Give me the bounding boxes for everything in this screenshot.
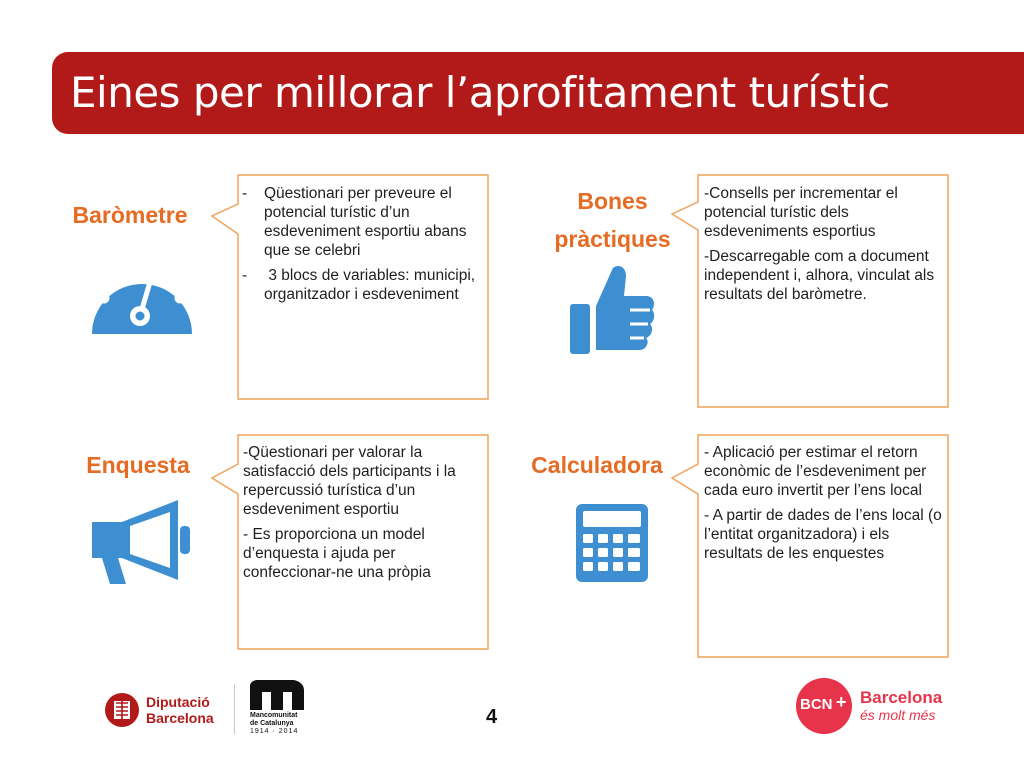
logo-text: 1914 · 2014 (250, 728, 299, 735)
paragraph: -Qüestionari per valorar la satisfacció dels participants i la repercussió turística d’un esdeveniment esportiu (243, 444, 456, 518)
paragraph: -Consells per incrementar el potencial turístic dels esdeveniments esportius (704, 185, 898, 240)
mancomunitat-logo (248, 680, 318, 736)
megaphone-icon (82, 496, 194, 588)
tool-label-calculadora: Calculadora (531, 452, 663, 478)
callout-text-calculadora (704, 443, 942, 569)
paragraph: -Descarregable com a document independent i, alhora, vinculat als resultats del baròmetre. (704, 248, 935, 303)
tool-label-enquesta: Enquesta (86, 452, 190, 478)
logo-text: és molt més (860, 707, 936, 723)
logo-text: Barcelona (860, 688, 943, 707)
logo-text: Barcelona (146, 710, 214, 726)
mancomunitat-m-icon (250, 680, 304, 710)
calculator-icon (574, 502, 650, 584)
footer-divider (234, 684, 235, 734)
title-bar (52, 52, 1024, 134)
callout-text-enquesta (243, 443, 483, 588)
logo-text: Mancomunitat (250, 712, 298, 719)
callout-text-barometre (240, 184, 486, 310)
tool-label-barometre: Baròmetre (72, 202, 188, 228)
thumbs-up-icon (566, 262, 656, 358)
tool-label-bones-practiques: Bones pràctiques (554, 188, 671, 252)
page-title: Eines per millorar l’aprofitament turístic (70, 68, 890, 117)
bcn-badge (796, 678, 852, 734)
logo-text: BCN (800, 696, 833, 713)
paragraph: - A partir de dades de l’ens local (o l’entitat organitzadora) i els resultats de les enquestes (704, 507, 942, 562)
page-number: 4 (486, 706, 498, 728)
bcn-logo (796, 678, 966, 734)
list-item: - 3 blocs de variables: municipi, organitzador i esdeveniment (240, 266, 486, 304)
plus-icon: + (836, 692, 847, 712)
paragraph: - Es proporciona un model d’enquesta i ajuda per confeccionar-ne una pròpia (243, 526, 431, 581)
logo-text: de Catalunya (250, 720, 294, 727)
list-item: - Qüestionari per preveure el potencial turístic d’un esdeveniment esportiu abans que se celebri (240, 184, 486, 260)
diputacio-barcelona-logo (104, 690, 224, 730)
logo-text: Diputació (146, 694, 210, 710)
callout-text-bones-practiques (704, 184, 940, 310)
paragraph: - Aplicació per estimar el retorn econòmic de l’esdeveniment per cada euro invertit per l’ens local (704, 444, 927, 499)
diputacio-seal-icon (104, 692, 140, 728)
gauge-icon (88, 252, 196, 336)
